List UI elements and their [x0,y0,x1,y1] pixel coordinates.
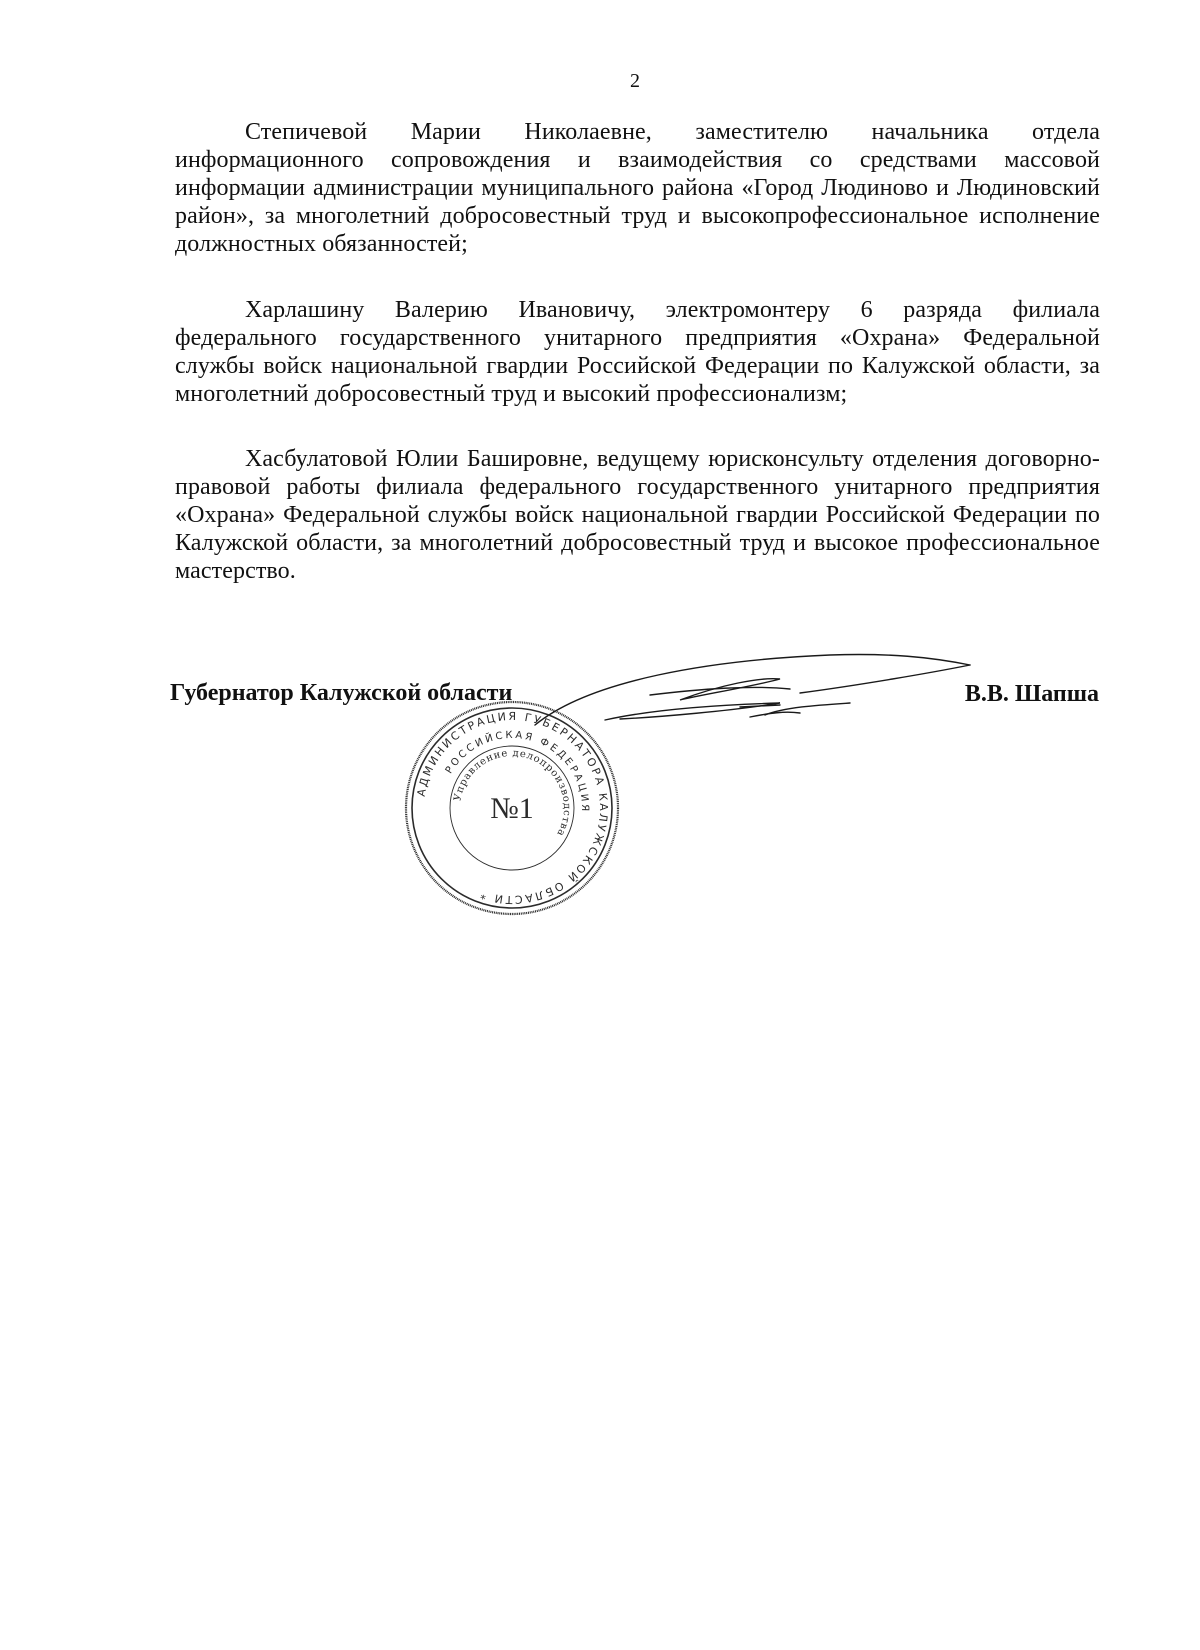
svg-text:Управление делопроизводства: Управление делопроизводства [452,747,573,839]
signatory-name: В.В. Шапша [964,681,1099,707]
official-seal-stamp [402,698,622,918]
svg-text:№1: №1 [490,792,534,825]
page-number: 2 [630,70,640,92]
paragraph-kharlashin: Харлашину Валерию Ивановичу, электромонтеру 6 разряда филиала федерального государственного унитарного предприятия «Охрана» Федеральной службы войск национальной гвардии Российской Федерации по Калужской области, за многолетний добросовестный труд и высокий профессионализм; [175,297,1100,407]
paragraph-stepicheva: Степичевой Марии Николаевне, заместителю начальника отдела информационного сопровождения и взаимодействия со средствами массовой информации администрации муниципального района «Город Людиново и Людиновский район», за многолетний добросовестный труд и высокопрофессиональное исполнение должностных обязанностей; [175,119,1100,257]
svg-text:АДМИНИСТРАЦИЯ ГУБЕРНАТОРА КАЛУ: АДМИНИСТРАЦИЯ ГУБЕРНАТОРА КАЛУЖСКОЙ ОБЛАСТИ * [414,709,611,907]
signatory-position: Губернатор Калужской области [170,680,513,706]
paragraph-khasbulatova: Хасбулатовой Юлии Башировне, ведущему юрисконсульту отделения договорно-правовой работы филиала федерального государственного унитарного предприятия «Охрана» Федеральной службы войск национальной гвардии Российской Федерации по Калужской области, за многолетний добросовестный труд и высокое профессиональное мастерство. [175,446,1100,584]
svg-text:РОССИЙСКАЯ ФЕДЕРАЦИЯ: РОССИЙСКАЯ ФЕДЕРАЦИЯ [443,729,591,814]
